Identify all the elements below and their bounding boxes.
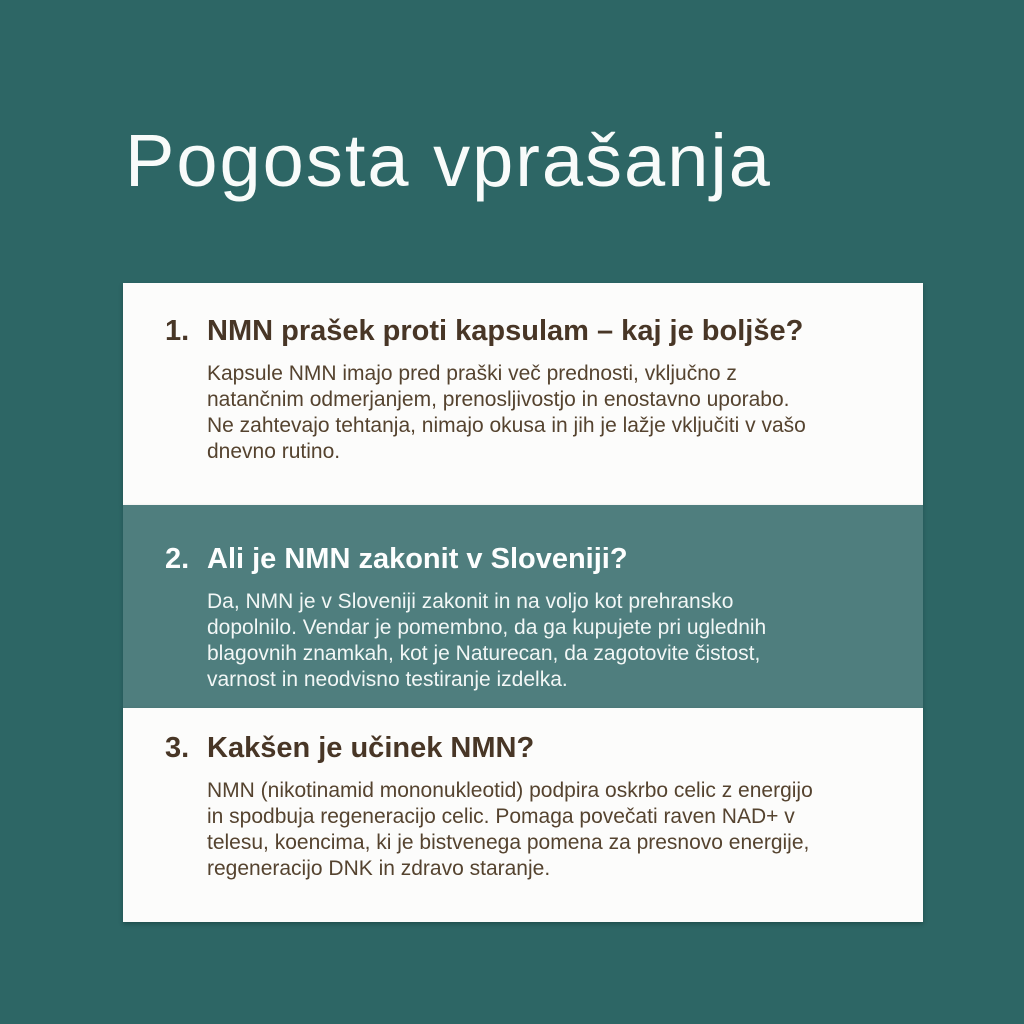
faq-item-3-question: Kakšen je učinek NMN? xyxy=(207,732,535,764)
faq-list xyxy=(123,283,923,922)
faq-item-1-answer: Kapsule NMN imajo pred praški več prednosti, vključno z natančnim odmerjanjem, prenosljivostjo in enostavno uporabo. Ne zahtevajo tehtanja, nimajo okusa in jih je lažje vključiti v vašo dnevno rutino. xyxy=(207,362,806,463)
faq-item-3-content xyxy=(207,730,895,922)
faq-item-1 xyxy=(123,283,923,505)
faq-item-3 xyxy=(123,708,923,922)
faq-item-1-content xyxy=(207,313,895,505)
faq-item-2-number: 2. xyxy=(165,543,190,575)
page-title: Pogosta vprašanja xyxy=(125,119,772,202)
faq-item-2 xyxy=(123,505,923,708)
faq-item-1-question: NMN prašek proti kapsulam – kaj je boljše? xyxy=(207,315,804,347)
faq-item-2-answer: Da, NMN je v Sloveniji zakonit in na voljo kot prehransko dopolnilo. Vendar je pomembno, da ga kupujete pri uglednih blagovnih znamkah, kot je Naturecan, da zagotovite čistost, varnost in neodvisno testiranje izdelka. xyxy=(207,590,767,691)
faq-item-2-question: Ali je NMN zakonit v Sloveniji? xyxy=(207,543,628,575)
faq-item-1-number: 1. xyxy=(165,315,190,347)
faq-item-3-answer: NMN (nikotinamid mononukleotid) podpira oskrbo celic z energijo in spodbuja regeneracijo celic. Pomaga povečati raven NAD+ v telesu, koencima, ki je bistvenega pomena za presnovo energije, regeneracijo DNK in zdravo staranje. xyxy=(207,779,813,880)
faq-item-2-content xyxy=(207,541,895,708)
faq-item-3-number: 3. xyxy=(165,732,190,764)
